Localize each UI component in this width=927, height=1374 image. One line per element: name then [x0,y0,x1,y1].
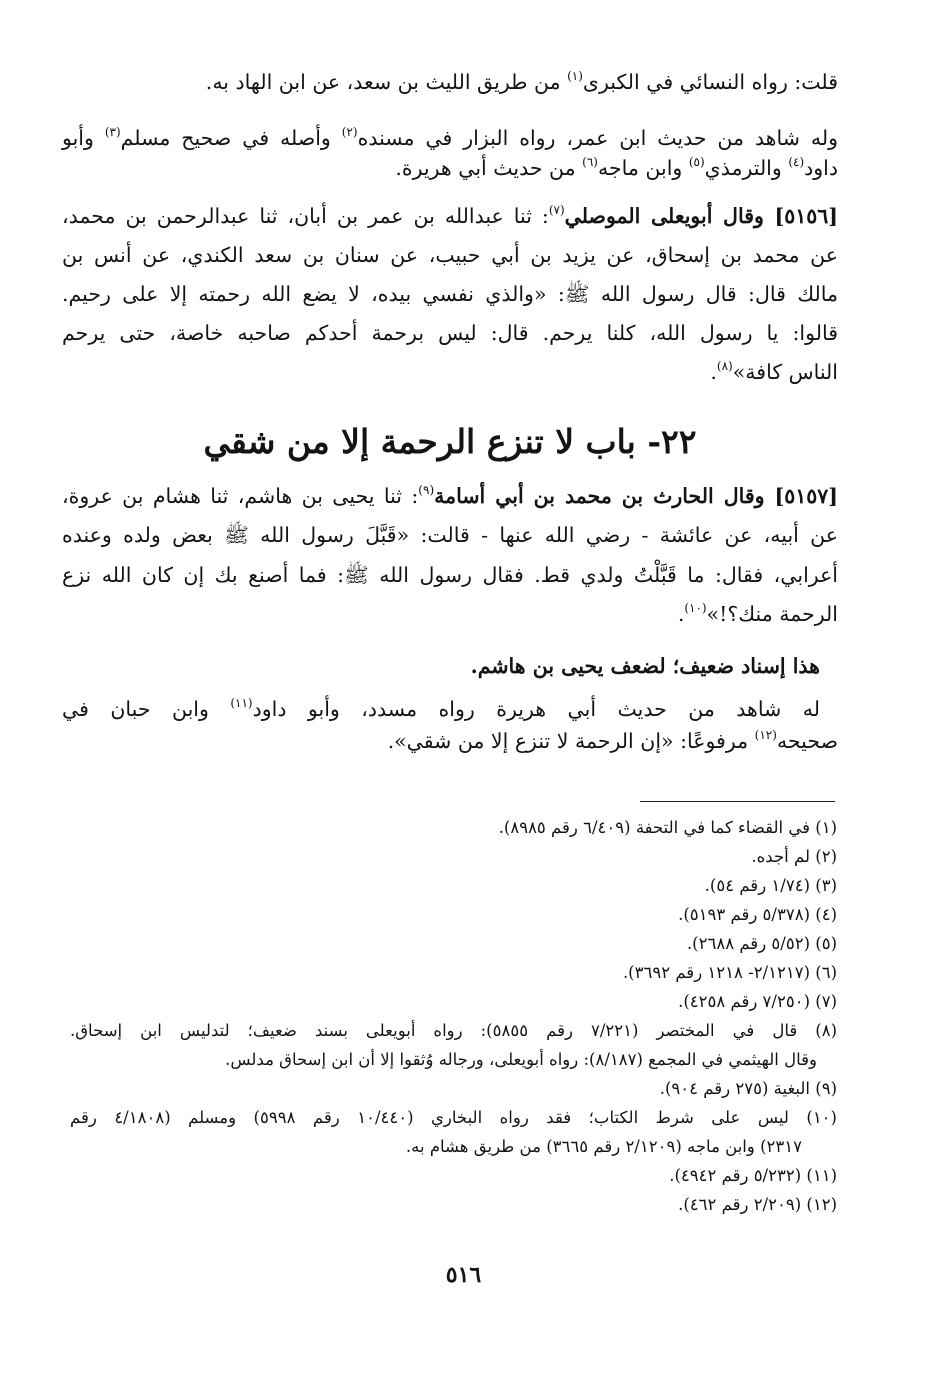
footnote-ref: (٩) [418,483,435,497]
footnote-ref: (١) [567,69,583,83]
footnote: (١٠) ليس على شرط الكتاب؛ فقد رواه البخاري (١٠/٤٤٠ رقم ٥٩٩٨) ومسلم (٤/١٨٠٨ رقم [70,1108,837,1127]
text-run: قلت: رواه النسائي في الكبرى [582,70,838,94]
footnote: (١) في القضاء كما في التحفة (٦/٤٠٩ رقم ٨٩٨٥). [498,818,837,837]
text-line: أعرابي، فقال: ما قَبَّلْتُ ولدي قط. فقال رسول الله ﷺ: فما أصنع بك إن كان الله نزع [62,563,838,587]
text-line [388,727,838,755]
text-line [395,154,838,182]
text-line: عن أبيه، عن عائشة - رضي الله عنها - قالت: «قَبَّلَ رسول الله ﷺ بعض ولده وعنده [62,523,838,547]
text-line: قالوا: يا رسول الله، كلنا يرحم. قال: ليس برحمة أحدكم صاحبه خاصة، حتى يرحم [62,321,838,345]
text-line [62,124,838,152]
hadith-number: [٥١٥٧] [774,484,838,508]
text-run: مرفوعًا: «إن الرحمة لا تنزع إلا من شقي». [387,729,755,753]
text-run: وابن ماجه [597,156,689,180]
text-run: وله شاهد من حديث ابن عمر، رواه البزار في مسنده [357,126,838,150]
text-run: داود [804,156,838,180]
footnote-continuation: وقال الهيثمي في المجمع (٨/١٨٧): رواه أبويعلى، ورجاله وُثقوا إلا أن ابن إسحاق مدلس. [225,1050,817,1069]
text-line [206,68,838,96]
footnote: (١١) (٥/٢٣٢ رقم ٤٩٤٢). [669,1166,837,1185]
footnote-ref: (٤) [788,155,805,169]
footnote-ref: (٥) [688,155,705,169]
text-run: . [710,360,717,384]
text-run: وأصله في صحيح مسلم [120,126,342,150]
footnote: (٨) قال في المختصر (٧/٢٢١ رقم ٥٨٥٥): رواه أبويعلى بسند ضعيف؛ لتدليس ابن إسحاق. [70,1021,838,1040]
footnote-ref: (٨) [716,359,733,373]
text-line: مالك قال: قال رسول الله ﷺ: «والذي نفسي بيده، لا يضع الله رحمته إلا على رحيم. [62,282,838,306]
text-run: له شاهد من حديث أبي هريرة رواه مسدد، وأبو داود [252,697,820,721]
hadith-source: وقال الحارث بن محمد بن أبي أسامة [434,484,775,508]
text-run: والترمذي [704,156,789,180]
footnote-ref: (٧) [548,203,565,217]
footnote-ref: (٣) [104,125,121,139]
text-line [710,358,838,386]
footnote-continuation: ٢٣١٧) وابن ماجه (٢/١٢٠٩ رقم ٣٦٦٥) من طريق هشام به. [405,1137,802,1156]
footnote: (٥) (٥/٥٢ رقم ٢٦٨٨). [686,934,837,953]
page-number: ٥١٦ [445,1262,482,1288]
text-run: من طريق الليث بن سعد، عن ابن الهاد به. [205,70,568,94]
text-line [678,600,838,628]
hadith-number: [٥١٥٦] [774,204,838,228]
footnote-ref: (١٢) [754,728,777,742]
footnote-ref: (١١) [230,696,253,710]
footnote-ref: (١٠) [684,601,707,615]
text-run: صحيحه [776,729,838,753]
text-run: وأبو [62,126,105,150]
footnote: (٢) لم أجده. [751,847,837,866]
text-line [62,482,838,510]
chapter-heading: ٢٢- باب لا تنزع الرحمة إلا من شقي [203,422,697,461]
hadith-source: وقال أبويعلى الموصلي [564,204,775,228]
footnote-separator [640,801,835,802]
text-line [62,695,820,723]
footnote: (٤) (٥/٣٧٨ رقم ٥١٩٣). [678,905,837,924]
footnote-ref: (٦) [582,155,598,169]
text-line [62,202,838,230]
text-line: عن محمد بن إسحاق، عن يزيد بن أبي حبيب، عن سنان بن سعد الكندي، عن أنس بن [62,243,838,267]
footnote: (٣) (١/٧٤ رقم ٥٤). [704,876,837,895]
text-run: : ثنا يحيى بن هاشم، ثنا هشام بن عروة، [62,484,419,508]
footnote: (٦) (٢/١٢١٧- ١٢١٨ رقم ٣٦٩٢). [622,963,837,982]
footnote: (١٢) (٢/٢٠٩ رقم ٤٦٢). [678,1195,837,1214]
footnote: (٩) البغية (٢٧٥ رقم ٩٠٤). [659,1079,837,1098]
text-run: : ثنا عبدالله بن عمر بن أبان، ثنا عبدالرحمن بن محمد، [62,204,549,228]
text-run: من حديث أبي هريرة. [395,156,583,180]
text-run: الناس كافة» [732,360,838,384]
footnote: (٧) (٧/٢٥٠ رقم ٤٢٥٨). [678,992,837,1011]
text-run: الرحمة منك؟!» [706,602,838,626]
footnote-ref: (٢) [341,125,358,139]
text-run: وابن حبان في [62,697,231,721]
text-run: . [677,602,685,626]
text-line: هذا إسناد ضعيف؛ لضعف يحيى بن هاشم. [470,654,820,678]
